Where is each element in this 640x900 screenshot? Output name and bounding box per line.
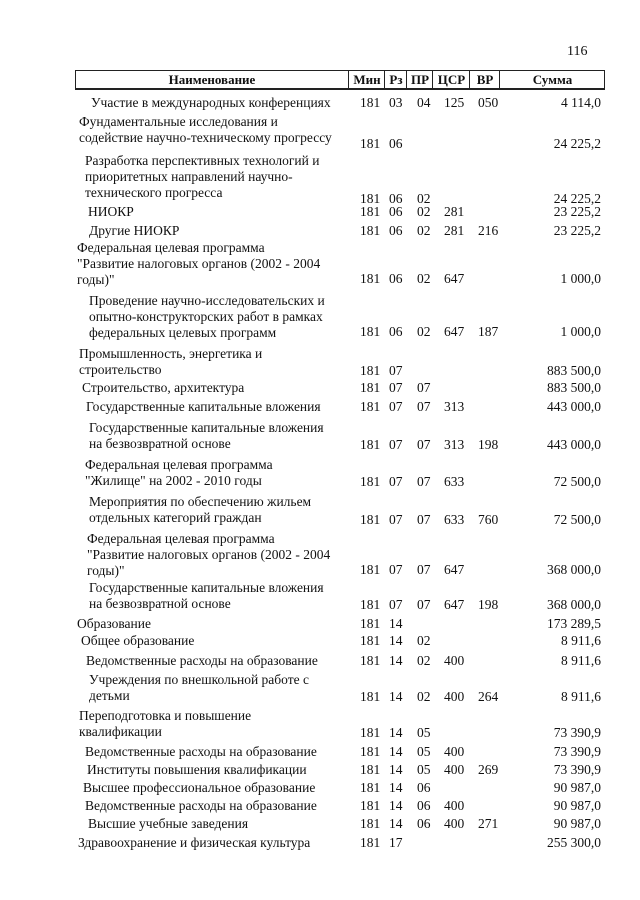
row-sum: 883 500,0 xyxy=(547,363,601,378)
row-csr: 633 xyxy=(444,512,465,527)
row-pr: 05 xyxy=(417,725,431,740)
row-sum: 72 500,0 xyxy=(553,474,601,489)
row-sum: 8 911,6 xyxy=(561,689,601,704)
page-number: 116 xyxy=(567,44,588,59)
row-sum: 883 500,0 xyxy=(547,380,601,395)
row-vr: 760 xyxy=(478,512,499,527)
row-pr: 07 xyxy=(417,597,431,612)
row-min: 181 xyxy=(360,437,381,452)
row-csr: 647 xyxy=(444,562,465,577)
row-min: 181 xyxy=(360,474,381,489)
row-rz: 14 xyxy=(389,616,403,631)
row-name: Фундаментальные исследования и содействие научно-техническому прогрессу xyxy=(79,114,332,145)
row-rz: 03 xyxy=(389,95,403,110)
row-sum: 90 987,0 xyxy=(553,798,601,813)
row-name: НИОКР xyxy=(88,204,134,219)
row-sum: 73 390,9 xyxy=(553,725,601,740)
row-rz: 17 xyxy=(389,835,403,850)
row-rz: 06 xyxy=(389,223,403,238)
row-csr: 633 xyxy=(444,474,465,489)
row-pr: 05 xyxy=(417,744,431,759)
row-csr: 400 xyxy=(444,762,465,777)
row-rz: 07 xyxy=(389,363,403,378)
row-rz: 14 xyxy=(389,798,403,813)
row-pr: 02 xyxy=(417,271,431,286)
row-name: Строительство, архитектура xyxy=(82,380,245,395)
row-csr: 313 xyxy=(444,399,465,414)
row-vr: 198 xyxy=(478,597,499,612)
row-sum: 255 300,0 xyxy=(547,835,601,850)
row-name: Государственные капитальные вложения на безвозвратной основе xyxy=(89,420,324,451)
row-pr: 02 xyxy=(417,324,431,339)
row-min: 181 xyxy=(360,512,381,527)
row-min: 181 xyxy=(360,271,381,286)
row-rz: 07 xyxy=(389,562,403,577)
row-name: Федеральная целевая программа "Жилище" на 2002 - 2010 годы xyxy=(85,457,273,488)
row-min: 181 xyxy=(360,191,381,206)
row-name: Общее образование xyxy=(81,633,195,648)
row-sum: 90 987,0 xyxy=(553,780,601,795)
row-csr: 313 xyxy=(444,437,465,452)
row-pr: 02 xyxy=(417,689,431,704)
row-pr: 05 xyxy=(417,762,431,777)
row-sum: 443 000,0 xyxy=(547,437,601,452)
row-pr: 06 xyxy=(417,816,431,831)
header-sum: Сумма xyxy=(499,71,605,88)
row-name: Переподготовка и повышение квалификации xyxy=(79,708,252,739)
row-sum: 1 000,0 xyxy=(560,324,601,339)
row-min: 181 xyxy=(360,744,381,759)
row-rz: 14 xyxy=(389,762,403,777)
row-name: Разработка перспективных технологий и приоритетных направлений научно- технического прогресса xyxy=(85,153,320,200)
row-min: 181 xyxy=(360,597,381,612)
row-pr: 07 xyxy=(417,380,431,395)
row-min: 181 xyxy=(360,324,381,339)
row-rz: 06 xyxy=(389,204,403,219)
row-vr: 269 xyxy=(478,762,499,777)
row-rz: 07 xyxy=(389,474,403,489)
row-name: Государственные капитальные вложения xyxy=(86,399,321,414)
row-csr: 125 xyxy=(444,95,465,110)
row-min: 181 xyxy=(360,363,381,378)
row-sum: 90 987,0 xyxy=(553,816,601,831)
row-csr: 647 xyxy=(444,597,465,612)
row-pr: 06 xyxy=(417,798,431,813)
row-name: Федеральная целевая программа "Развитие налоговых органов (2002 - 2004 годы)" xyxy=(77,240,321,287)
row-rz: 14 xyxy=(389,633,403,648)
row-sum: 173 289,5 xyxy=(547,616,601,631)
row-vr: 198 xyxy=(478,437,499,452)
row-min: 181 xyxy=(360,725,381,740)
row-rz: 07 xyxy=(389,512,403,527)
row-sum: 24 225,2 xyxy=(553,191,601,206)
header-vr: ВР xyxy=(469,71,500,88)
row-pr: 02 xyxy=(417,653,431,668)
row-rz: 06 xyxy=(389,271,403,286)
row-rz: 06 xyxy=(389,324,403,339)
row-min: 181 xyxy=(360,95,381,110)
row-rz: 14 xyxy=(389,653,403,668)
row-rz: 07 xyxy=(389,597,403,612)
row-csr: 400 xyxy=(444,798,465,813)
row-name: Ведомственные расходы на образование xyxy=(85,744,317,759)
row-min: 181 xyxy=(360,380,381,395)
row-rz: 14 xyxy=(389,744,403,759)
row-csr: 400 xyxy=(444,653,465,668)
row-csr: 281 xyxy=(444,223,465,238)
row-csr: 647 xyxy=(444,271,465,286)
row-sum: 72 500,0 xyxy=(553,512,601,527)
row-sum: 368 000,0 xyxy=(547,597,601,612)
row-name: Здравоохранение и физическая культура xyxy=(78,835,311,850)
row-name: Другие НИОКР xyxy=(89,223,180,238)
row-name: Промышленность, энергетика и строительство xyxy=(79,346,263,377)
row-vr: 187 xyxy=(478,324,499,339)
header-min: Мин xyxy=(348,71,385,88)
row-csr: 400 xyxy=(444,689,465,704)
row-csr: 400 xyxy=(444,744,465,759)
row-min: 181 xyxy=(360,633,381,648)
row-name: Государственные капитальные вложения на безвозвратной основе xyxy=(89,580,324,611)
row-sum: 73 390,9 xyxy=(553,762,601,777)
table-header xyxy=(75,70,605,90)
row-csr: 281 xyxy=(444,204,465,219)
row-pr: 04 xyxy=(417,95,431,110)
row-csr: 647 xyxy=(444,324,465,339)
row-rz: 06 xyxy=(389,191,403,206)
row-sum: 8 911,6 xyxy=(561,653,601,668)
row-vr: 271 xyxy=(478,816,499,831)
row-name: Федеральная целевая программа "Развитие налоговых органов (2002 - 2004 годы)" xyxy=(87,531,331,578)
row-pr: 07 xyxy=(417,512,431,527)
row-name: Ведомственные расходы на образование xyxy=(86,653,318,668)
row-min: 181 xyxy=(360,653,381,668)
row-min: 181 xyxy=(360,835,381,850)
row-sum: 1 000,0 xyxy=(560,271,601,286)
row-sum: 368 000,0 xyxy=(547,562,601,577)
row-min: 181 xyxy=(360,816,381,831)
row-pr: 06 xyxy=(417,780,431,795)
row-min: 181 xyxy=(360,616,381,631)
row-sum: 23 225,2 xyxy=(553,223,601,238)
row-name: Высшие учебные заведения xyxy=(88,816,249,831)
row-min: 181 xyxy=(360,204,381,219)
row-rz: 14 xyxy=(389,689,403,704)
row-name: Высшее профессиональное образование xyxy=(83,780,316,795)
row-rz: 14 xyxy=(389,725,403,740)
row-sum: 8 911,6 xyxy=(561,633,601,648)
row-vr: 216 xyxy=(478,223,499,238)
row-name: Образование xyxy=(77,616,151,631)
row-pr: 07 xyxy=(417,562,431,577)
row-rz: 06 xyxy=(389,136,403,151)
row-min: 181 xyxy=(360,399,381,414)
row-csr: 400 xyxy=(444,816,465,831)
row-name: Учреждения по внешкольной работе с детьми xyxy=(89,672,310,703)
row-sum: 24 225,2 xyxy=(553,136,601,151)
row-min: 181 xyxy=(360,689,381,704)
row-name: Мероприятия по обеспечению жильем отдельных категорий граждан xyxy=(89,494,312,525)
row-pr: 02 xyxy=(417,191,431,206)
header-rz: Рз xyxy=(384,71,407,88)
row-min: 181 xyxy=(360,136,381,151)
row-pr: 07 xyxy=(417,399,431,414)
row-sum: 443 000,0 xyxy=(547,399,601,414)
row-min: 181 xyxy=(360,762,381,777)
row-min: 181 xyxy=(360,798,381,813)
header-pr: ПР xyxy=(406,71,433,88)
row-vr: 050 xyxy=(478,95,499,110)
row-rz: 07 xyxy=(389,380,403,395)
row-pr: 02 xyxy=(417,223,431,238)
row-pr: 02 xyxy=(417,204,431,219)
row-min: 181 xyxy=(360,780,381,795)
row-sum: 73 390,9 xyxy=(553,744,601,759)
row-name: Ведомственные расходы на образование xyxy=(85,798,317,813)
row-rz: 14 xyxy=(389,780,403,795)
row-min: 181 xyxy=(360,223,381,238)
header-csr: ЦСР xyxy=(432,71,470,88)
budget-table xyxy=(75,70,605,850)
row-rz: 07 xyxy=(389,399,403,414)
row-pr: 02 xyxy=(417,633,431,648)
row-vr: 264 xyxy=(478,689,499,704)
row-pr: 07 xyxy=(417,437,431,452)
row-pr: 07 xyxy=(417,474,431,489)
row-name: Участие в международных конференциях xyxy=(91,95,331,110)
header-name: Наименование xyxy=(168,72,256,87)
row-sum: 4 114,0 xyxy=(561,95,601,110)
row-min: 181 xyxy=(360,562,381,577)
row-name: Институты повышения квалификации xyxy=(87,762,307,777)
row-name: Проведение научно-исследовательских и опытно-конструкторских работ в рамках федеральных целевых программ xyxy=(89,293,325,340)
row-rz: 07 xyxy=(389,437,403,452)
row-rz: 14 xyxy=(389,816,403,831)
row-sum: 23 225,2 xyxy=(553,204,601,219)
